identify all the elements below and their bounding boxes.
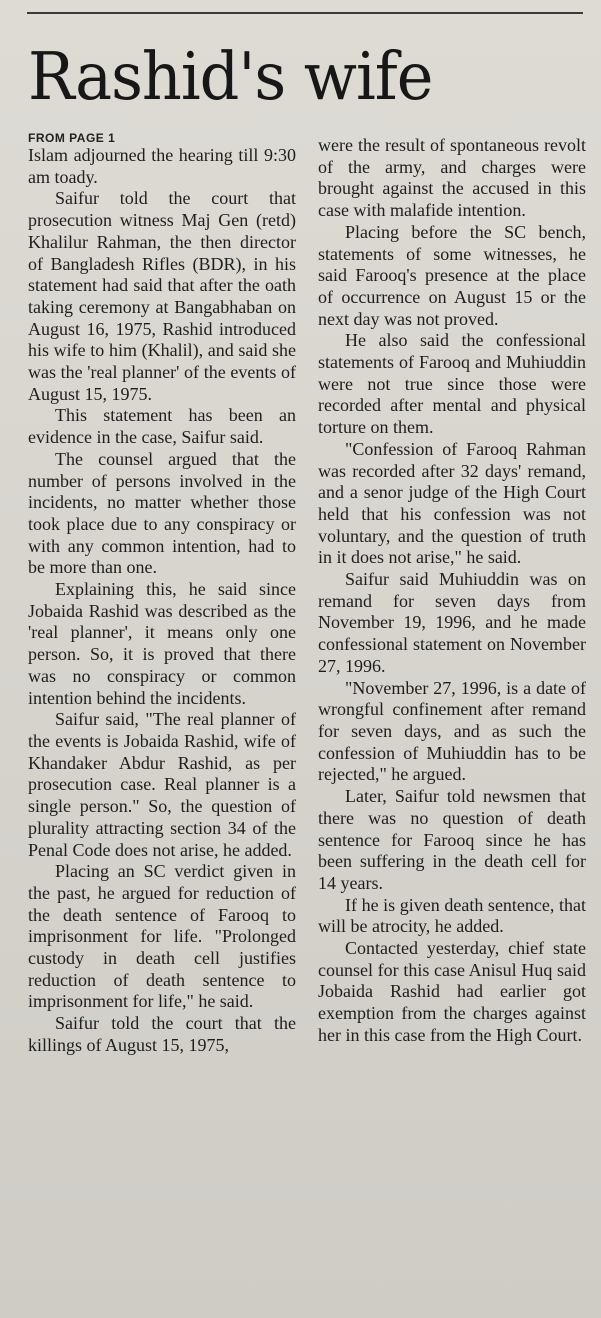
article-column-right <box>318 135 586 1047</box>
paragraph: Islam adjourned the hearing till 9:30 am toady. <box>28 145 296 187</box>
paragraph: Contacted yesterday, chief state counsel for this case Anisul Huq said Jobaida Rashid had earlier got exemption from the charges against her in this case from the High Court. <box>318 938 586 1045</box>
top-rule <box>27 12 583 14</box>
article-column-left <box>28 132 296 1057</box>
paragraph: Saifur told the court that the killings of August 15, 1975, <box>28 1013 296 1055</box>
paragraph: This statement has been an evidence in the case, Saifur said. <box>28 405 296 448</box>
paragraph: Placing an SC verdict given in the past, he argued for reduction of the death sentence of Farooq to imprisonment for life. "Prolonged custody in death cell justifies reduction of death sentence to imprisonment for life," he said. <box>28 861 296 1012</box>
paragraph: "Confession of Farooq Rahman was recorded after 32 days' remand, and a senor judge of the High Court held that his confession was not voluntary, and the question of truth in it does not arise," he said. <box>318 438 586 568</box>
paragraph: Later, Saifur told newsmen that there was no question of death sentence for Farooq since he has been suffering in the death cell for 14 years. <box>318 786 586 893</box>
paragraph: "November 27, 1996, is a date of wrongful confinement after remand for seven days, and as such the confession of Muhiuddin has to be rejected," he argued. <box>318 677 586 785</box>
paragraph: were the result of spontaneous revolt of the army, and charges were brought against the accused in this case with malafide intention. <box>318 135 586 221</box>
paragraph: Saifur said Muhiuddin was on remand for seven days from November 19, 1996, and he made confessional statement on November 27, 1996. <box>318 569 586 676</box>
paragraph: Saifur said, "The real planner of the events is Jobaida Rashid, wife of Khandaker Abdur Rashid, as per prosecution case. Real planner is a single person." So, the question of plurality attracting section 34 of the Penal Code does not arise, he added. <box>28 709 296 860</box>
paragraph: Explaining this, he said since Jobaida Rashid was described as the 'real planner', it means only one person. So, it is proved that there was no conspiracy or common intention behind the incidents. <box>28 579 296 708</box>
headline: Rashid's wife <box>28 37 433 115</box>
paragraph: The counsel argued that the number of persons involved in the incidents, no matter whether those took place due to any conspiracy or with any common intention, had to be more than one. <box>28 448 296 578</box>
paragraph: Saifur told the court that prosecution witness Maj Gen (retd) Khalilur Rahman, the then director of Bangladesh Rifles (BDR), in his statement had said that after the oath taking ceremony at Bangabhaban on August 16, 1975, Rashid introduced his wife to him (Khalil), and said she was the 'real planner' of the events of August 15, 1975. <box>28 188 296 404</box>
paragraph: He also said the confessional statements of Farooq and Muhiuddin were not true since those were recorded after mental and physical torture on them. <box>318 330 586 438</box>
paragraph: If he is given death sentence, that will be atrocity, he added. <box>318 894 586 937</box>
continuation-kicker: FROM PAGE 1 <box>28 131 116 145</box>
paragraph: Placing before the SC bench, statements of some witnesses, he said Farooq's presence at the place of occurrence on August 15 or the next day was not proved. <box>318 221 586 329</box>
